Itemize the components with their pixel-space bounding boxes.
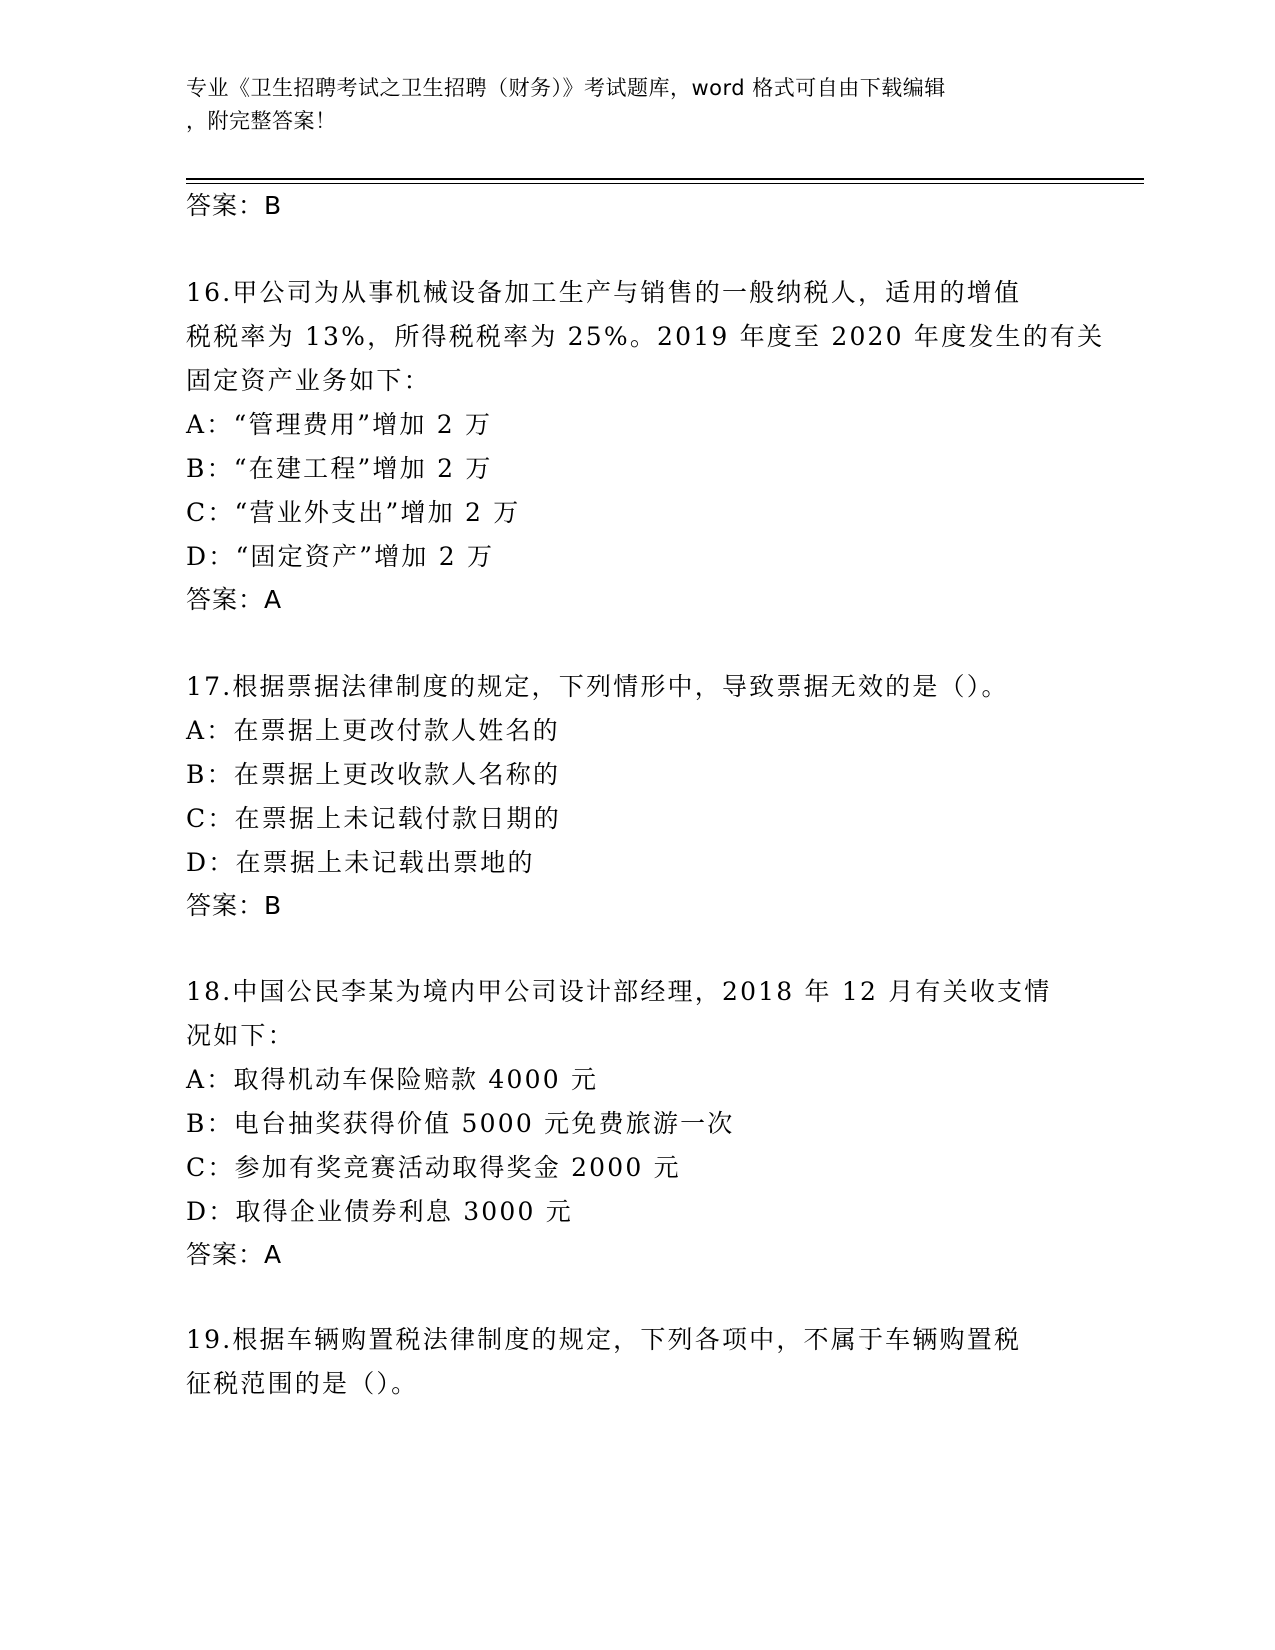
q17-stem-line-1: 17.根据票据法律制度的规定，下列情形中，导致票据无效的是（）。: [186, 672, 1009, 701]
q16-stem-line-2: 税税率为 13%，所得税税率为 25%。2019 年度至 2020 年度发生的有关: [186, 322, 1105, 351]
q16-option-a: A：“管理费用”增加 2 万: [186, 410, 493, 439]
q16-option-c: C：“营业外支出”增加 2 万: [186, 498, 521, 527]
q18-option-c: C：参加有奖竞赛活动取得奖金 2000 元: [186, 1153, 681, 1182]
q16-stem-line-1: 16.甲公司为从事机械设备加工生产与销售的一般纳税人，适用的增值: [186, 278, 1022, 307]
q16-option-d: D：“固定资产”增加 2 万: [186, 542, 495, 571]
q17-answer: 答案：B: [186, 891, 283, 920]
q16-option-b: B：“在建工程”增加 2 万: [186, 454, 493, 483]
q17-option-b: B：在票据上更改收款人名称的: [186, 760, 561, 789]
q19-stem-line-1: 19.根据车辆购置税法律制度的规定，下列各项中，不属于车辆购置税: [186, 1325, 1022, 1354]
q18-stem-line-1: 18.中国公民李某为境内甲公司设计部经理，2018 年 12 月有关收支情: [186, 977, 1052, 1006]
q16-stem-line-3: 固定资产业务如下：: [186, 366, 431, 395]
q18-option-d: D：取得企业债券利息 3000 元: [186, 1197, 573, 1226]
q18-stem-line-2: 况如下：: [186, 1021, 295, 1050]
q18-answer: 答案：A: [186, 1240, 283, 1269]
q17-option-c: C：在票据上未记载付款日期的: [186, 804, 561, 833]
q18-option-b: B：电台抽奖获得价值 5000 元免费旅游一次: [186, 1109, 735, 1138]
header-line-1: 专业《卫生招聘考试之卫生招聘（财务）》考试题库，word 格式可自由下载编辑: [186, 76, 946, 100]
header-divider-thick: [186, 178, 1144, 180]
previous-answer: 答案：B: [186, 191, 283, 220]
document-header: [186, 72, 1066, 138]
q17-option-d: D：在票据上未记载出票地的: [186, 848, 535, 877]
header-line-2: ，附完整答案！: [186, 109, 337, 133]
q17-option-a: A：在票据上更改付款人姓名的: [186, 716, 560, 745]
q16-answer: 答案：A: [186, 585, 283, 614]
q18-option-a: A：取得机动车保险赔款 4000 元: [186, 1065, 599, 1094]
header-divider-thin: [186, 183, 1144, 184]
q19-stem-line-2: 征税范围的是（）。: [186, 1369, 419, 1398]
